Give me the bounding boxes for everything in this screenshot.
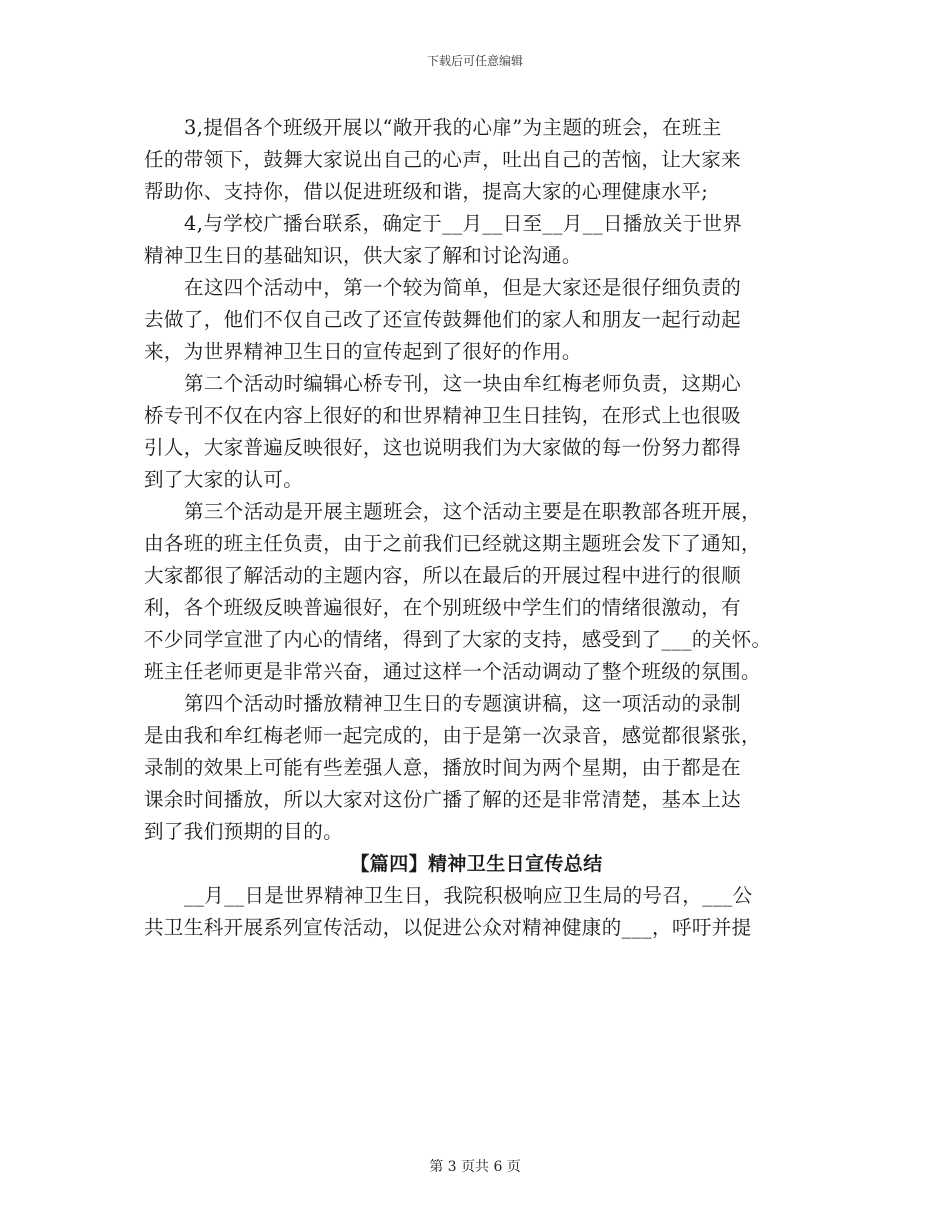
- paragraph-line: 班主任老师更是非常兴奋，通过这样一个活动调动了整个班级的氛围。: [144, 660, 761, 683]
- page-header-note: 下载后可任意编辑: [426, 54, 523, 68]
- paragraph-line: 第四个活动时播放精神卫生日的专题演讲稿，这一项活动的录制: [184, 692, 742, 715]
- paragraph-line: 4,与学校广播台联系，确定于__月__日至__月__日播放关于世界: [184, 212, 743, 235]
- paragraph-line: 来，为世界精神卫生日的宣传起到了很好的作用。: [144, 340, 582, 363]
- paragraph-line: __月__日是世界精神卫生日，我院积极响应卫生局的号召，___公: [184, 884, 753, 907]
- paragraph-line: 由各班的班主任负责，由于之前我们已经就这期主题班会发下了通知，: [144, 532, 761, 555]
- paragraph-line: 在这四个活动中，第一个较为简单，但是大家还是很仔细负责的: [184, 276, 742, 299]
- paragraph-line: 帮助你、支持你，借以促进班级和谐，提高大家的心理健康水平;: [144, 180, 709, 203]
- paragraph-line: 引人，大家普遍反映很好，这也说明我们为大家做的每一份努力都得: [144, 436, 742, 459]
- paragraph-line: 任的带领下，鼓舞大家说出自己的心声，吐出自己的苦恼，让大家来: [144, 148, 742, 171]
- section-heading: 【篇四】精神卫生日宣传总结: [350, 853, 603, 875]
- paragraph-line: 课余时间播放，所以大家对这份广播了解的还是非常清楚，基本上达: [144, 788, 742, 811]
- paragraph-line: 去做了，他们不仅自己改了还宣传鼓舞他们的家人和朋友一起行动起: [144, 308, 742, 331]
- paragraph-line: 利，各个班级反映普遍很好，在个别班级中学生们的情绪很激动，有: [144, 596, 742, 619]
- paragraph-line: 精神卫生日的基础知识，供大家了解和讨论沟通。: [144, 244, 582, 267]
- paragraph-line: 到了大家的认可。: [144, 468, 304, 491]
- paragraph-line: 录制的效果上可能有些差强人意，播放时间为两个星期，由于都是在: [144, 756, 742, 779]
- page-number: 第 3 页共 6 页: [429, 1159, 521, 1175]
- paragraph-line: 到了我们预期的目的。: [144, 820, 344, 843]
- paragraph-line: 共卫生科开展系列宣传活动，以促进公众对精神健康的___，呼吁并提: [144, 916, 752, 939]
- paragraph-line: 桥专刊不仅在内容上很好的和世界精神卫生日挂钩，在形式上也很吸: [144, 404, 742, 427]
- paragraph-line: 不少同学宣泄了内心的情绪，得到了大家的支持，感受到了___的关怀。: [144, 628, 772, 651]
- paragraph-line: 第二个活动时编辑心桥专刊，这一块由牟红梅老师负责，这期心: [184, 372, 742, 395]
- document-body: [144, 112, 809, 944]
- paragraph-line: 是由我和牟红梅老师一起完成的，由于是第一次录音，感觉都很紧张，: [144, 724, 761, 747]
- paragraph-line: 大家都很了解活动的主题内容，所以在最后的开展过程中进行的很顺: [144, 564, 742, 587]
- paragraph-line: 3,提倡各个班级开展以“敞开我的心扉”为主题的班会，在班主: [184, 116, 722, 139]
- paragraph-line: 第三个活动是开展主题班会，这个活动主要是在职教部各班开展，: [184, 500, 762, 523]
